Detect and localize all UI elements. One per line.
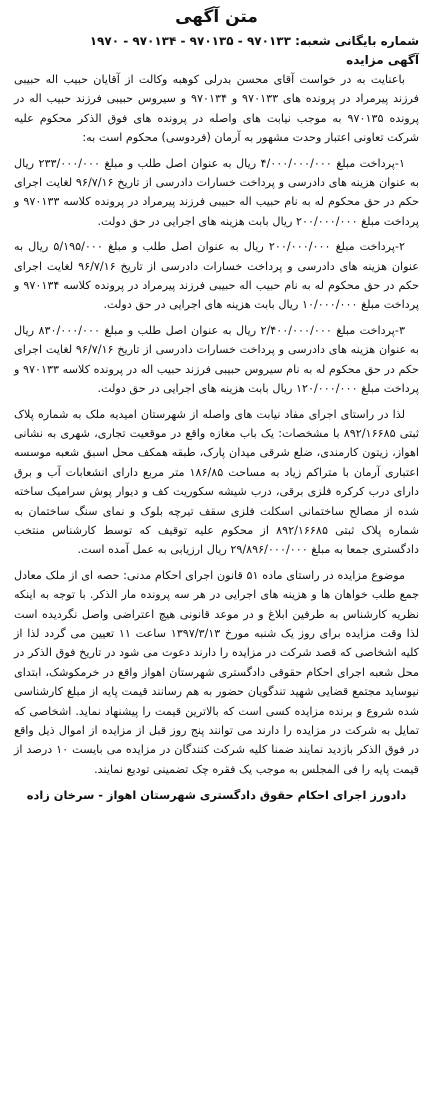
signature-line: دادورز اجرای احکام حقوق دادگستری شهرستان اهواز - سرخان زاده: [26, 788, 407, 803]
notice-title: متن آگهی: [175, 7, 258, 27]
intro-paragraph: باعنایت به در خواست آقای محسن بدرلی کوهبه وکالت از آقایان حبیب اله حبیبی فرزند پیرمراد در پرونده های ۹۷۰۱۳۳ و ۹۷۰۱۳۴ و سیروس حبیبی فرزند حبیب اله در پرونده ۹۷۰۱۳۵ به موجب نیابت های واصله در پرونده های فوق الذکر محکوم علیه شرکت تعاونی اعتبار وحدت مشهور به آرمان (فردوسی) محکوم است به:: [14, 73, 420, 145]
archive-number-line: شماره بایگانی شعبه: ۹۷۰۱۳۳ - ۹۷۰۱۳۵ - ۹۷۰۱۳۴ - ۱۹۷۰: [89, 34, 419, 48]
item-3-paragraph: ۳-پرداخت مبلغ ۲/۴۰۰/۰۰۰/۰۰۰ ریال به عنوان اصل طلب و مبلغ ۸۳۰/۰۰۰/۰۰۰ ریال به عنوان هزینه های دادرسی و پرداخت خسارات دادرسی از تاریخ ۹۶/۷/۱۶ لغایت اجرای حکم در حق محکوم له به نام سیروس حبیبی فرزند حبیب اله در پرونده کلاسه ۹۷۰۱۳۳ و پرداخت مبلغ ۱۲۰/۰۰۰/۰۰۰ ریال بابت هزینه های اجرایی در حق دولت.: [14, 323, 419, 396]
notice-subtitle: آگهی مزایده: [346, 53, 419, 67]
auction-paragraph: موضوع مزایده در راستای ماده ۵۱ قانون اجرای احکام مدنی: حصه ای از ملک معادل جمع طلب خواهان ها و هزینه های اجرایی در هر سه پرونده مار الذکر. با توجه به اینکه نظریه کارشناس به طرفین ابلاغ و در موعد قانونی هیچ اعتراضی واصل نگردیده است لذا وقت مزایده برای روز یک شنبه مورخ ۱۳۹۷/۳/۱۳ ساعت ۱۱ تعیین می گردد لذا از کلیه اشخاصی که قصد شرکت در مزایده را دارند دعوت می شود در تاریخ فوق الذکر در محل شعبه اجرای احکام حقوقی دادگستری شهرستان اهواز واقع در خرمکوشک، ابتدای نیوساید مجتمع قضایی شهید تندگویان حضور به هم رسانند قیمت پایه از مبلغ کارشناسی شده شروع و برنده مزایده کسی است که بالاترین قیمت را پیشنهاد نماید. اشخاصی که تمایل به شرکت در مزایده را دارند می توانند پنج روز قبل از مزایده از اموال ذیل واقع در فوق الذکر بازدید نمایند ضمنا کلیه شرکت کنندگان در مزایده می بایست ۱۰ درصد از قیمت پایه را فی المجلس به موجب یک فقره چک تضمینی تودیع نمایند.: [14, 568, 419, 776]
property-paragraph: لذا در راستای اجرای مفاد نیابت های واصله از شهرستان امیدیه ملک به شماره پلاک ثبتی ۸۹۲/۱۶۶۸۵ با مشخصات: یک باب مغازه واقع در موقعیت تجاری، شهری به نشانی اهواز، زیتون کارمندی، ضلع شرقی میدان پارک، طبقه همکف محل اسبق شعبه موسسه اعتباری آرمان با متراکم زیاد به مساحت ۱۸۶/۸۵ متر مربع دارای انشعابات آب و برق دارای درب کرکره فلزی برقی، درب شیشه سکوریت کف و دیوار پوش سرامیک ساخته شده از مصالح ساختمانی اسکلت فلزی سقف تیرچه بلوک و نمای سنگ ساختمان به شماره پلاک ثبتی ۸۹۲/۱۶۶۸۵ از محکوم علیه توقیف که توسط کارشناس منتخب دادگستری جمعا به مبلغ ۲۹/۸۹۶/۰۰۰/۰۰۰ ریال ارزیابی به عمل آمده است.: [14, 407, 419, 557]
item-1-paragraph: ۱-پرداخت مبلغ ۴/۰۰۰/۰۰۰/۰۰۰ ریال به عنوان اصل طلب و مبلغ ۲۳۳/۰۰۰/۰۰۰ ریال به عنوان هزینه های دادرسی و پرداخت خسارات دادرسی از تاریخ ۹۶/۷/۱۶ لغایت اجرای حکم در حق محکوم له به نام حبیب اله حبیبی فرزند پیرمراد در پرونده کلاسه ۹۷۰۱۳۳ و پرداخت مبلغ ۲۰۰/۰۰۰/۰۰۰ ریال بابت هزینه های اجرایی در حق دولت.: [14, 156, 419, 228]
item-2-paragraph: ۲-پرداخت مبلغ ۲۰۰/۰۰۰/۰۰۰ ریال به عنوان اصل طلب و مبلغ ۵/۱۹۵/۰۰۰ ریال به عنوان هزینه های دادرسی و پرداخت خسارات دادرسی از تاریخ ۹۶/۷/۱۶ لغایت اجرای حکم در حق محکوم له به نام حبیب اله حبیبی فرزند پیرمراد در پرونده کلاسه ۹۷۰۱۳۴ و پرداخت مبلغ ۱۰/۰۰۰/۰۰۰ ریال بابت هزینه های اجرایی در حق دولت.: [14, 240, 419, 312]
